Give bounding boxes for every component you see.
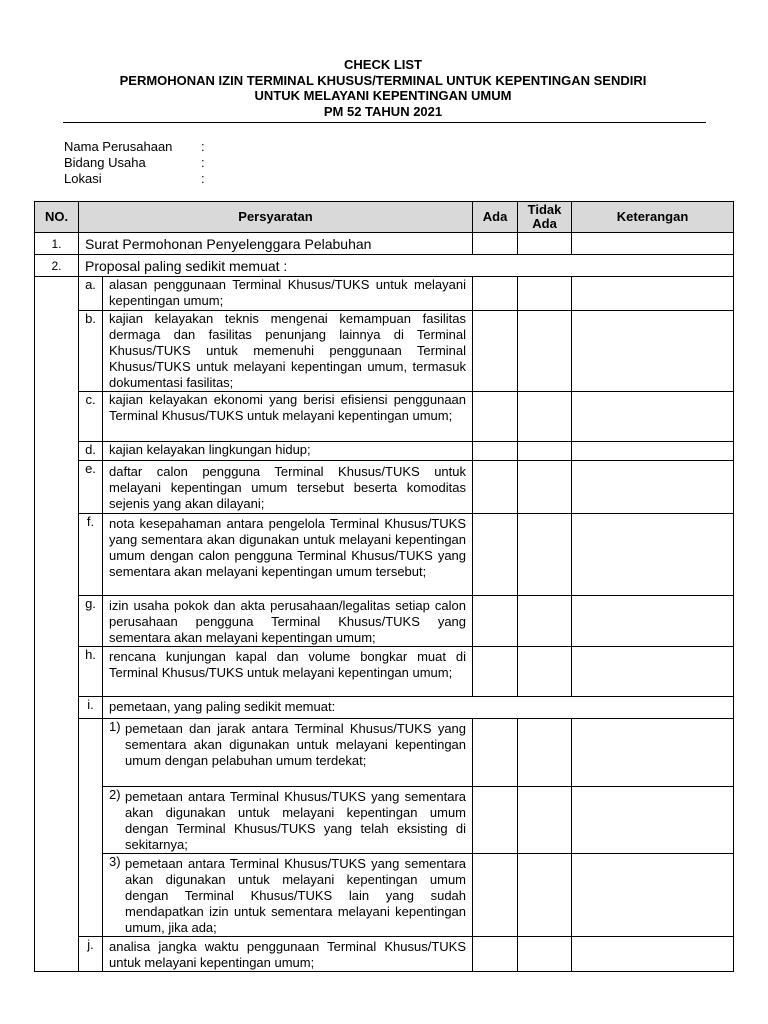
info-label: Nama Perusahaan	[64, 139, 173, 154]
document-title-block	[60, 57, 706, 119]
keterangan-cell[interactable]	[572, 647, 734, 697]
row-letter: a.	[79, 277, 103, 311]
row-letter: c.	[79, 392, 103, 442]
requirement-text: daftar calon pengguna Terminal Khusus/TUKS untuk melayani kepentingan umum tersebut beserta komoditas sejenis yang akan dilayani;	[103, 461, 473, 514]
sub-number: 3)	[109, 854, 121, 869]
keterangan-cell[interactable]	[572, 787, 734, 854]
header-keterangan: Keterangan	[572, 202, 734, 233]
table-row	[35, 514, 734, 596]
letter-spacer-cell	[79, 719, 103, 937]
header-no: NO.	[35, 202, 79, 233]
requirement-text: pemetaan dan jarak antara Terminal Khusus/TUKS yang sementara akan digunakan untuk melayani kepentingan umum dengan pelabuhan umum terdekat;	[125, 721, 467, 768]
info-label: Lokasi	[64, 171, 102, 186]
sub-requirement	[103, 719, 473, 787]
row-letter: d.	[79, 442, 103, 461]
checkbox-ada[interactable]	[473, 311, 518, 392]
checkbox-ada[interactable]	[473, 937, 518, 972]
checkbox-tidak-ada[interactable]	[518, 233, 572, 255]
number-spacer-cell	[35, 277, 79, 972]
table-row	[35, 596, 734, 647]
checkbox-ada[interactable]	[473, 514, 518, 596]
info-separator: :	[201, 139, 205, 154]
table-row	[35, 233, 734, 255]
row-letter: g.	[79, 596, 103, 647]
checkbox-tidak-ada[interactable]	[518, 647, 572, 697]
table-row	[35, 697, 734, 719]
checkbox-ada[interactable]	[473, 233, 518, 255]
title-checklist: CHECK LIST	[344, 57, 422, 72]
keterangan-cell[interactable]	[572, 596, 734, 647]
checkbox-ada[interactable]	[473, 392, 518, 442]
row-letter: i.	[79, 697, 103, 719]
table-row	[35, 719, 734, 787]
checkbox-tidak-ada[interactable]	[518, 937, 572, 972]
keterangan-cell[interactable]	[572, 719, 734, 787]
keterangan-cell[interactable]	[572, 514, 734, 596]
checkbox-tidak-ada[interactable]	[518, 514, 572, 596]
row-letter: j.	[79, 937, 103, 972]
keterangan-cell[interactable]	[572, 311, 734, 392]
checkbox-tidak-ada[interactable]	[518, 787, 572, 854]
row-number: 1.	[35, 233, 79, 255]
requirement-text: kajian kelayakan lingkungan hidup;	[103, 442, 473, 461]
checkbox-tidak-ada[interactable]	[518, 392, 572, 442]
header-persyaratan: Persyaratan	[79, 202, 473, 233]
checkbox-tidak-ada[interactable]	[518, 442, 572, 461]
checkbox-ada[interactable]	[473, 277, 518, 311]
checkbox-tidak-ada[interactable]	[518, 719, 572, 787]
keterangan-cell[interactable]	[572, 461, 734, 514]
checkbox-ada[interactable]	[473, 442, 518, 461]
title-line-3: UNTUK MELAYANI KEPENTINGAN UMUM	[254, 88, 512, 103]
requirement-text: pemetaan, yang paling sedikit memuat:	[103, 697, 734, 719]
info-row-company-name	[64, 139, 205, 155]
header-ada-2: Ada	[532, 216, 557, 231]
keterangan-cell[interactable]	[572, 233, 734, 255]
header-tidak: Tidak	[527, 202, 562, 217]
title-divider	[63, 122, 706, 123]
sub-number: 1)	[109, 719, 121, 734]
info-separator: :	[201, 171, 205, 186]
row-letter: e.	[79, 461, 103, 514]
header-ada: Ada	[473, 202, 518, 233]
keterangan-cell[interactable]	[572, 937, 734, 972]
row-number: 2.	[35, 255, 79, 277]
table-row	[35, 854, 734, 937]
sub-number: 2)	[109, 787, 121, 802]
table-row	[35, 647, 734, 697]
keterangan-cell[interactable]	[572, 442, 734, 461]
checkbox-ada[interactable]	[473, 719, 518, 787]
title-line-2: PERMOHONAN IZIN TERMINAL KHUSUS/TERMINAL UNTUK KEPENTINGAN SENDIRI	[119, 72, 647, 88]
checkbox-ada[interactable]	[473, 596, 518, 647]
requirement-text: kajian kelayakan ekonomi yang berisi efisiensi penggunaan Terminal Khusus/TUKS untuk melayani kepentingan umum;	[103, 392, 473, 442]
requirement-text: alasan penggunaan Terminal Khusus/TUKS untuk melayani kepentingan umum;	[103, 277, 473, 311]
requirement-text: izin usaha pokok dan akta perusahaan/legalitas setiap calon perusahaan pengguna Terminal Khusus/TUKS yang sementara akan melayani kepentingan umum;	[103, 596, 473, 647]
checkbox-tidak-ada[interactable]	[518, 854, 572, 937]
keterangan-cell[interactable]	[572, 854, 734, 937]
table-row	[35, 442, 734, 461]
checklist-table	[34, 201, 734, 972]
requirement-text: analisa jangka waktu penggunaan Terminal Khusus/TUKS untuk melayani kepentingan umum;	[103, 937, 473, 972]
row-letter: f.	[79, 514, 103, 596]
info-separator: :	[201, 155, 205, 170]
requirement-text: nota kesepahaman antara pengelola Terminal Khusus/TUKS yang sementara akan digunakan untuk melayani kepentingan umum dengan calon pengguna Terminal Khusus/TUKS yang sementara akan melayani kepentingan umum tersebut;	[103, 514, 473, 596]
table-row	[35, 461, 734, 514]
table-row	[35, 787, 734, 854]
checkbox-ada[interactable]	[473, 854, 518, 937]
checkbox-tidak-ada[interactable]	[518, 277, 572, 311]
requirement-text: Proposal paling sedikit memuat :	[79, 255, 734, 277]
checkbox-tidak-ada[interactable]	[518, 311, 572, 392]
info-row-location	[64, 171, 205, 187]
header-tidak-ada	[518, 202, 572, 233]
info-row-business-field	[64, 155, 205, 171]
title-regulation: PM 52 TAHUN 2021	[323, 103, 443, 119]
keterangan-cell[interactable]	[572, 277, 734, 311]
row-letter: h.	[79, 647, 103, 697]
checkbox-ada[interactable]	[473, 647, 518, 697]
company-info	[64, 139, 205, 187]
sub-requirement	[103, 787, 473, 854]
requirement-text: pemetaan antara Terminal Khusus/TUKS yang sementara akan digunakan untuk melayani kepentingan umum dengan Terminal Khusus/TUKS yang telah eksisting di sekitarnya;	[125, 789, 467, 852]
table-row	[35, 277, 734, 311]
table-row	[35, 937, 734, 972]
requirement-text: Surat Permohonan Penyelenggara Pelabuhan	[79, 233, 473, 255]
requirement-text: rencana kunjungan kapal dan volume bongkar muat di Terminal Khusus/TUKS untuk melayani kepentingan umum;	[103, 647, 473, 697]
row-letter: b.	[79, 311, 103, 392]
table-row	[35, 311, 734, 392]
info-label: Bidang Usaha	[64, 155, 146, 170]
requirement-text: kajian kelayakan teknis mengenai kemampuan fasilitas dermaga dan fasilitas penunjang lainnya di Terminal Khusus/TUKS untuk memenuhi penggunaan Terminal Khusus/TUKS untuk melayani kepentingan umum, termasuk dokumentasi fasilitas;	[103, 311, 473, 392]
checkbox-ada[interactable]	[473, 461, 518, 514]
table-header-row	[35, 202, 734, 233]
checkbox-tidak-ada[interactable]	[518, 596, 572, 647]
checkbox-tidak-ada[interactable]	[518, 461, 572, 514]
keterangan-cell[interactable]	[572, 392, 734, 442]
sub-requirement	[103, 854, 473, 937]
table-row	[35, 255, 734, 277]
requirement-text: pemetaan antara Terminal Khusus/TUKS yang sementara akan digunakan untuk melayani kepentingan umum dengan Terminal Khusus/TUKS lain yang sudah mendapatkan izin untuk sementara melayani kepentingan umum, jika ada;	[125, 856, 467, 935]
table-row	[35, 392, 734, 442]
checkbox-ada[interactable]	[473, 787, 518, 854]
